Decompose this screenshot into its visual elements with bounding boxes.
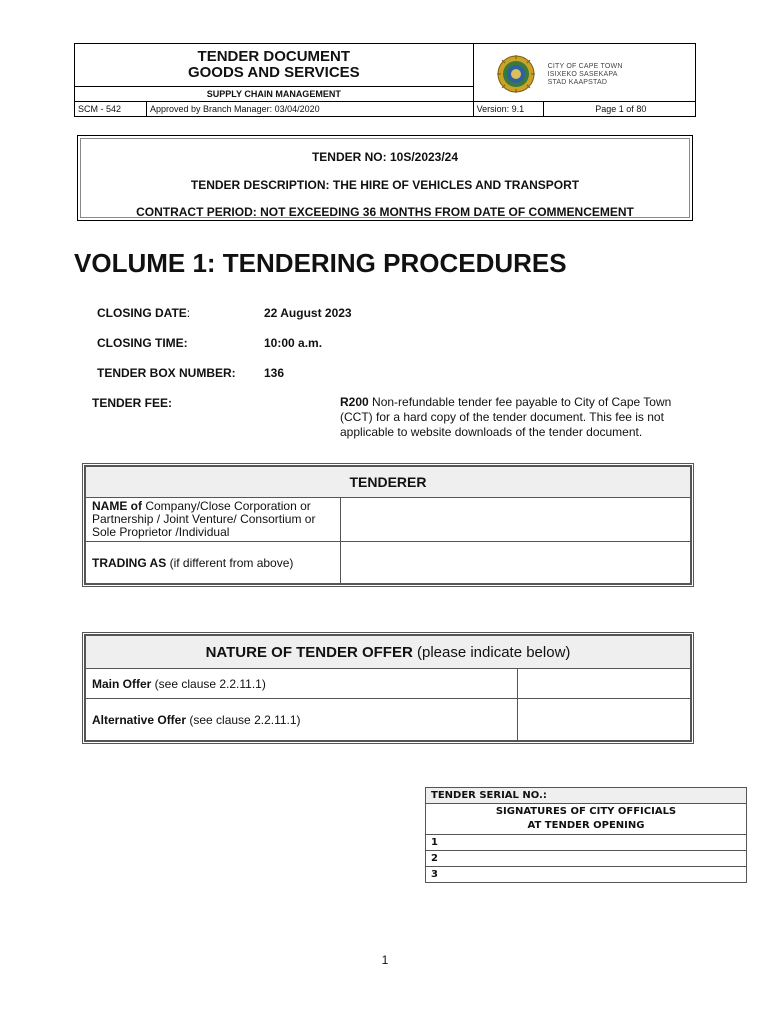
header-title	[75, 44, 474, 87]
version-info: Version: 9.1	[473, 102, 543, 117]
tender-serial-table	[425, 787, 747, 883]
closing-date-label: CLOSING DATE:	[97, 306, 191, 320]
tender-description: TENDER DESCRIPTION: THE HIRE OF VEHICLES AND TRANSPORT	[190, 178, 580, 192]
closing-date-value: 22 August 2023	[264, 306, 352, 320]
tender-info-box	[77, 135, 693, 221]
page-number: 1	[381, 953, 389, 967]
closing-time-value: 10:00 a.m.	[264, 336, 323, 350]
logo-text-line: CITY OF CAPE TOWN	[547, 63, 623, 70]
alternative-offer-field[interactable]	[518, 699, 691, 741]
doc-code: SCM - 542	[75, 102, 147, 117]
logo-cell	[473, 44, 695, 102]
company-name-label: NAME of Company/Close Corporation or Partnership / Joint Venture/ Consortium or Sole Proprietor /Individual	[86, 498, 341, 542]
trading-as-label: TRADING AS (if different from above)	[86, 542, 341, 584]
tender-serial-label: TENDER SERIAL NO.:	[426, 788, 747, 804]
signatures-heading: SIGNATURES OF CITY OFFICIALS AT TENDER OPENING	[426, 804, 747, 835]
header-subtitle: SUPPLY CHAIN MANAGEMENT	[75, 87, 474, 102]
tenderer-table	[82, 463, 694, 587]
logo-text-line: STAD KAAPSTAD	[547, 79, 608, 86]
closing-time-label: CLOSING TIME:	[97, 336, 188, 350]
approval-info: Approved by Branch Manager: 03/04/2020	[147, 102, 474, 117]
signature-row[interactable]: 2	[426, 851, 747, 867]
tender-fee-text: R200 Non-refundable tender fee payable to City of Cape Town (CCT) for a hard copy of the tender document. This fee is not applicable to website downloads of the tender document.	[340, 395, 672, 439]
document-header	[74, 43, 696, 117]
contract-period: CONTRACT PERIOD: NOT EXCEEDING 36 MONTHS FROM DATE OF COMMENCEMENT	[136, 205, 634, 219]
main-offer-field[interactable]	[518, 669, 691, 699]
main-offer-label: Main Offer (see clause 2.2.11.1)	[86, 669, 518, 699]
title-line-2: GOODS AND SERVICES	[187, 64, 360, 81]
title-line-1: TENDER DOCUMENT	[197, 48, 351, 65]
trading-as-field[interactable]	[341, 542, 691, 584]
tender-number: TENDER NO: 10S/2023/24	[311, 150, 459, 164]
company-name-field[interactable]	[341, 498, 691, 542]
tender-fee-label: TENDER FEE:	[92, 396, 173, 410]
signature-row[interactable]: 3	[426, 867, 747, 883]
volume-title: VOLUME 1: TENDERING PROCEDURES	[74, 248, 567, 278]
tenderer-heading: TENDERER	[86, 467, 691, 498]
city-of-cape-town-logo-icon	[496, 54, 536, 94]
tender-offer-table	[82, 632, 694, 744]
page-info: Page 1 of 80	[543, 102, 695, 117]
tender-box-label: TENDER BOX NUMBER:	[97, 366, 236, 380]
logo-text-line: ISIXEKO SASEKAPA	[547, 71, 618, 78]
alternative-offer-label: Alternative Offer (see clause 2.2.11.1)	[86, 699, 518, 741]
tender-offer-heading: NATURE OF TENDER OFFER (please indicate below)	[86, 636, 691, 669]
signature-row[interactable]: 1	[426, 835, 747, 851]
tender-box-value: 136	[264, 366, 285, 380]
logo-wordmark	[548, 63, 623, 87]
